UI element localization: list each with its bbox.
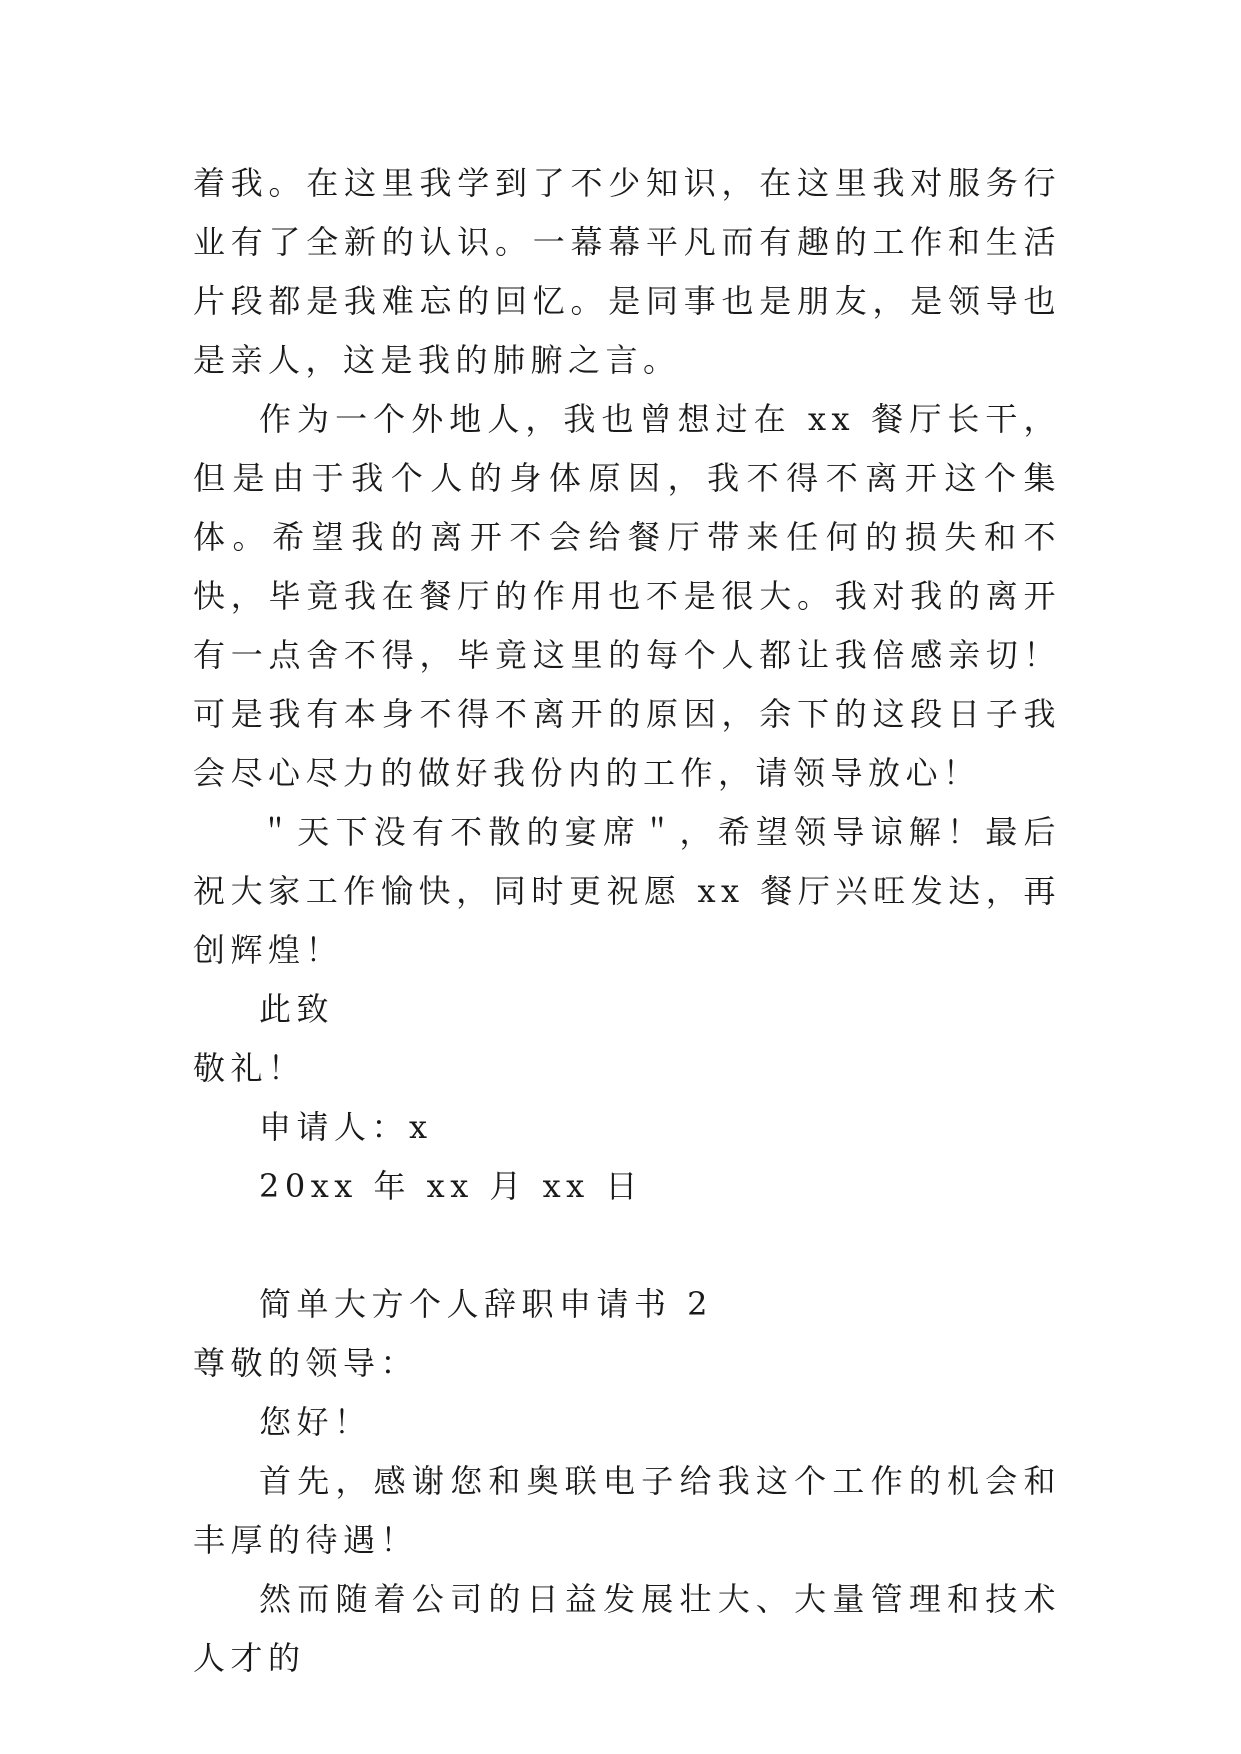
closing-salutation: 此致 — [259, 990, 335, 1028]
letter-hello: 您好！ — [259, 1403, 372, 1441]
paragraph-reason: 作为一个外地人，我也曾想过在 xx 餐厅长干，但是由于我个人的身体原因，我不得不离开这个集体。希望我的离开不会给餐厅带来任何的损失和不快，毕竟我在餐厅的作用也不是很大。我对我的离开有一点舍不得，毕竟这里的每个人都让我倍感亲切！可是我有本身不得不离开的原因，余下的这段日子我会尽心尽力的做好我份内的工作，请领导放心！ — [193, 400, 1061, 792]
paragraph-continuation: 着我。在这里我学到了不少知识，在这里我对服务行业有了全新的认识。一幕幕平凡而有趣的工作和生活片段都是我难忘的回忆。是同事也是朋友，是领导也是亲人，这是我的肺腑之言。 — [193, 164, 1061, 379]
signature-date: 20xx 年 xx 月 xx 日 — [259, 1167, 643, 1205]
letter-greeting: 尊敬的领导： — [193, 1344, 419, 1382]
applicant-signature: 申请人：x — [259, 1108, 433, 1146]
section-spacer — [193, 1216, 1061, 1275]
paragraph-thanks: 首先，感谢您和奥联电子给我这个工作的机会和丰厚的待遇！ — [193, 1462, 1061, 1559]
section-title: 简单大方个人辞职申请书 2 — [259, 1285, 714, 1323]
closing-regards: 敬礼！ — [193, 1049, 306, 1087]
paragraph-however: 然而随着公司的日益发展壮大、大量管理和技术人才的 — [193, 1580, 1061, 1677]
paragraph-farewell: ＂天下没有不散的宴席＂，希望领导谅解！最后祝大家工作愉快，同时更祝愿 xx 餐厅兴旺发达，再创辉煌！ — [193, 813, 1061, 969]
document-body — [193, 154, 1061, 1688]
